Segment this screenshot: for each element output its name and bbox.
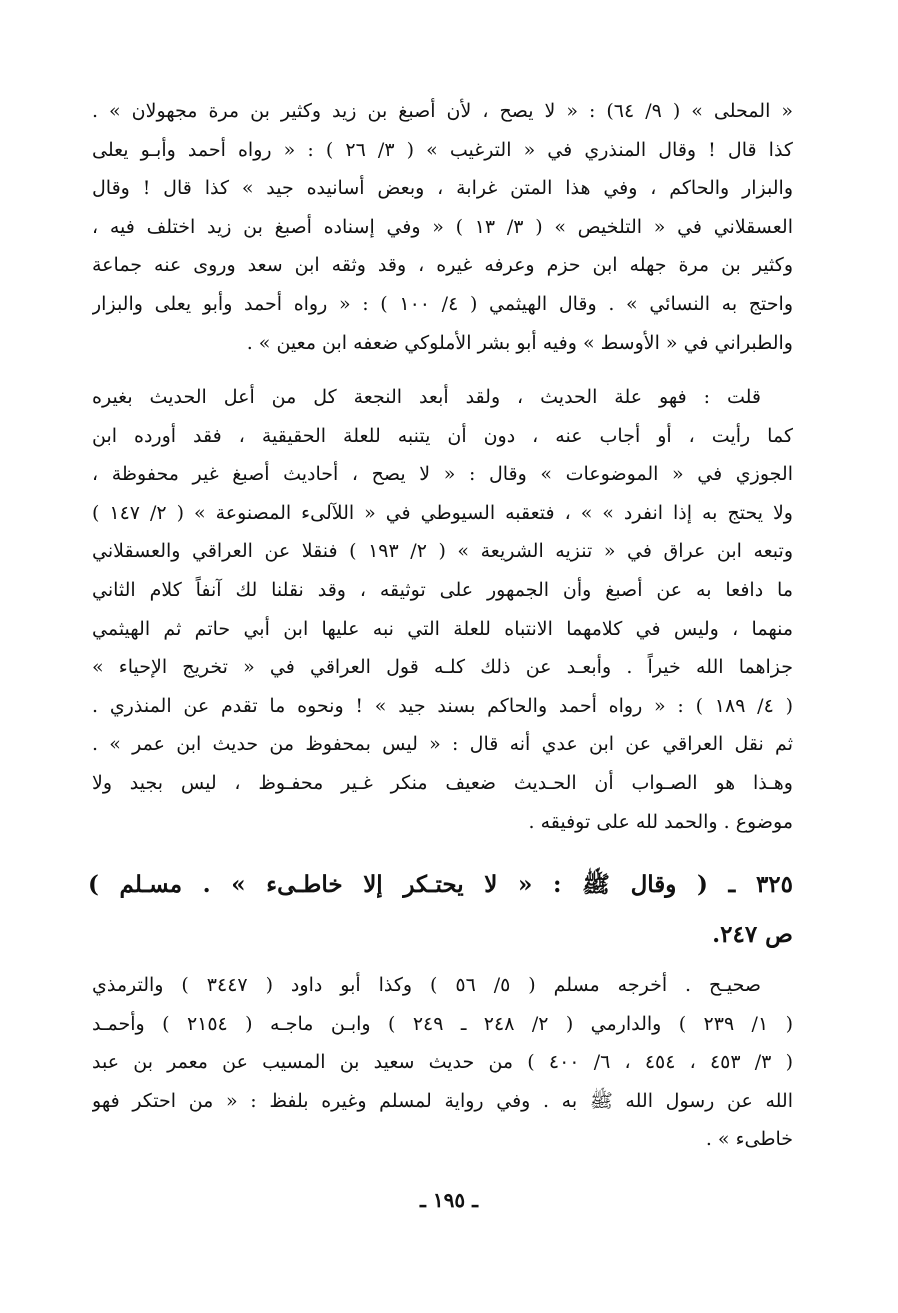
text-line: كما رأيت ، أو أجاب عنه ، دون أن يتنبه للعلة الحقيقية ، فقد أورده ابن (92, 424, 793, 447)
heading-line: ص ٢٤٧. (712, 921, 793, 948)
text-line: « المحلى » ( ٩/ ٦٤) : « لا يصح ، لأن أصبغ بن زيد وكثير بن مرة مجهولان » . (92, 100, 793, 122)
text-line: ( ٣/ ٤٥٣ ، ٤٥٤ ، ٦/ ٤٠٠ ) من حديث سعيد بن المسيب عن معمر بن عبد (92, 1051, 793, 1074)
text-line: كذا قال ! وقال المنذري في « الترغيب » ( ٣/ ٢٦ ) : « رواه أحمد وأبـو يعلى (92, 138, 793, 161)
text-line: قلت : فهو علة الحديث ، ولقد أبعد النجعة كل من أعل الحديث بغيره (92, 386, 761, 408)
text-line: خاطىء » . (705, 1128, 793, 1151)
heading-line: ٣٢٥ ـ ( وقال ﷺ : « لا يحتـكر إلا خاطـىء » . مسـلم ) (88, 871, 793, 898)
text-line: موضوع . والحمد لله على توفيقه . (528, 810, 793, 833)
text-line: الجوزي في « الموضوعات » وقال : « لا يصح ، أحاديث أصبغ غير محفوظة ، (92, 463, 793, 486)
text-line: والطبراني في « الأوسط » وفيه أبو بشر الأملوكي ضعفه ابن معين » . (246, 331, 793, 354)
text-line: جزاهما الله خيراً . وأبعـد عن ذلك كلـه قول العراقي في « تخريج الإحياء » (92, 656, 793, 679)
text-line: والبزار والحاكم ، وفي هذا المتن غرابة ، وبعض أسانيده جيد » كذا قال ! وقال (92, 177, 793, 200)
text-line: ( ٤/ ١٨٩ ) : « رواه أحمد والحاكم بسند جيد » ! ونحوه ما تقدم عن المنذري . (92, 694, 793, 717)
text-line: وكثير بن مرة جهله ابن حزم وعرفه غيره ، وقد وثقه ابن سعد وروى عنه جماعة (92, 254, 793, 277)
hadith-heading (88, 860, 793, 960)
text-line: منهما ، وليس في كلامهما الانتباه للعلة التي نبه عليها ابن أبي حاتم ثم الهيثمي (92, 617, 793, 640)
text-line: صحيـح . أخرجه مسلم ( ٥/ ٥٦ ) وكذا أبو داود ( ٣٤٤٧ ) والترمذي (92, 974, 761, 996)
text-line: ولا يحتج به إذا انفرد » » ، فتعقبه السيوطي في « اللآلىء المصنوعة » ( ٢/ ١٤٧ ) (92, 501, 793, 524)
text-line: وتبعه ابن عراق في « تنزيه الشريعة » ( ٢/ ١٩٣ ) فنقلا عن العراقي والعسقلاني (92, 540, 793, 563)
text-line: وهـذا هو الصـواب أن الحـديث ضعيف منكر غـير محفـوظ ، ليس بجيد ولا (92, 771, 793, 794)
text-line: ( ١/ ٢٣٩ ) والدارمي ( ٢/ ٢٤٨ ـ ٢٤٩ ) وابـن ماجـه ( ٢١٥٤ ) وأحمـد (92, 1012, 793, 1035)
paragraph-3 (92, 966, 793, 1159)
text-line: ما دافعا به عن أصبغ وأن الجمهور على توثيقه ، وقد نقلنا لك آنفاً كلام الثاني (92, 578, 793, 601)
text-line: ثم نقل العراقي عن ابن عدي أنه قال : « ليس بمحفوظ من حديث ابن عمر » . (92, 733, 793, 756)
paragraph-2 (92, 378, 793, 841)
page-number: ـ ١٩٥ ـ (420, 1188, 478, 1212)
paragraph-1 (92, 92, 793, 362)
text-line: الله عن رسول الله ﷺ به . وفي رواية لمسلم وغيره بلفظ : « من احتكر فهو (92, 1089, 793, 1112)
text-line: العسقلاني في « التلخيص » ( ٣/ ١٣ ) « وفي إسناده أصبغ بن زيد اختلف فيه ، (92, 215, 793, 238)
text-line: واحتج به النسائي » . وقال الهيثمي ( ٤/ ١٠٠ ) : « رواه أحمد وأبو يعلى والبزار (92, 292, 793, 315)
